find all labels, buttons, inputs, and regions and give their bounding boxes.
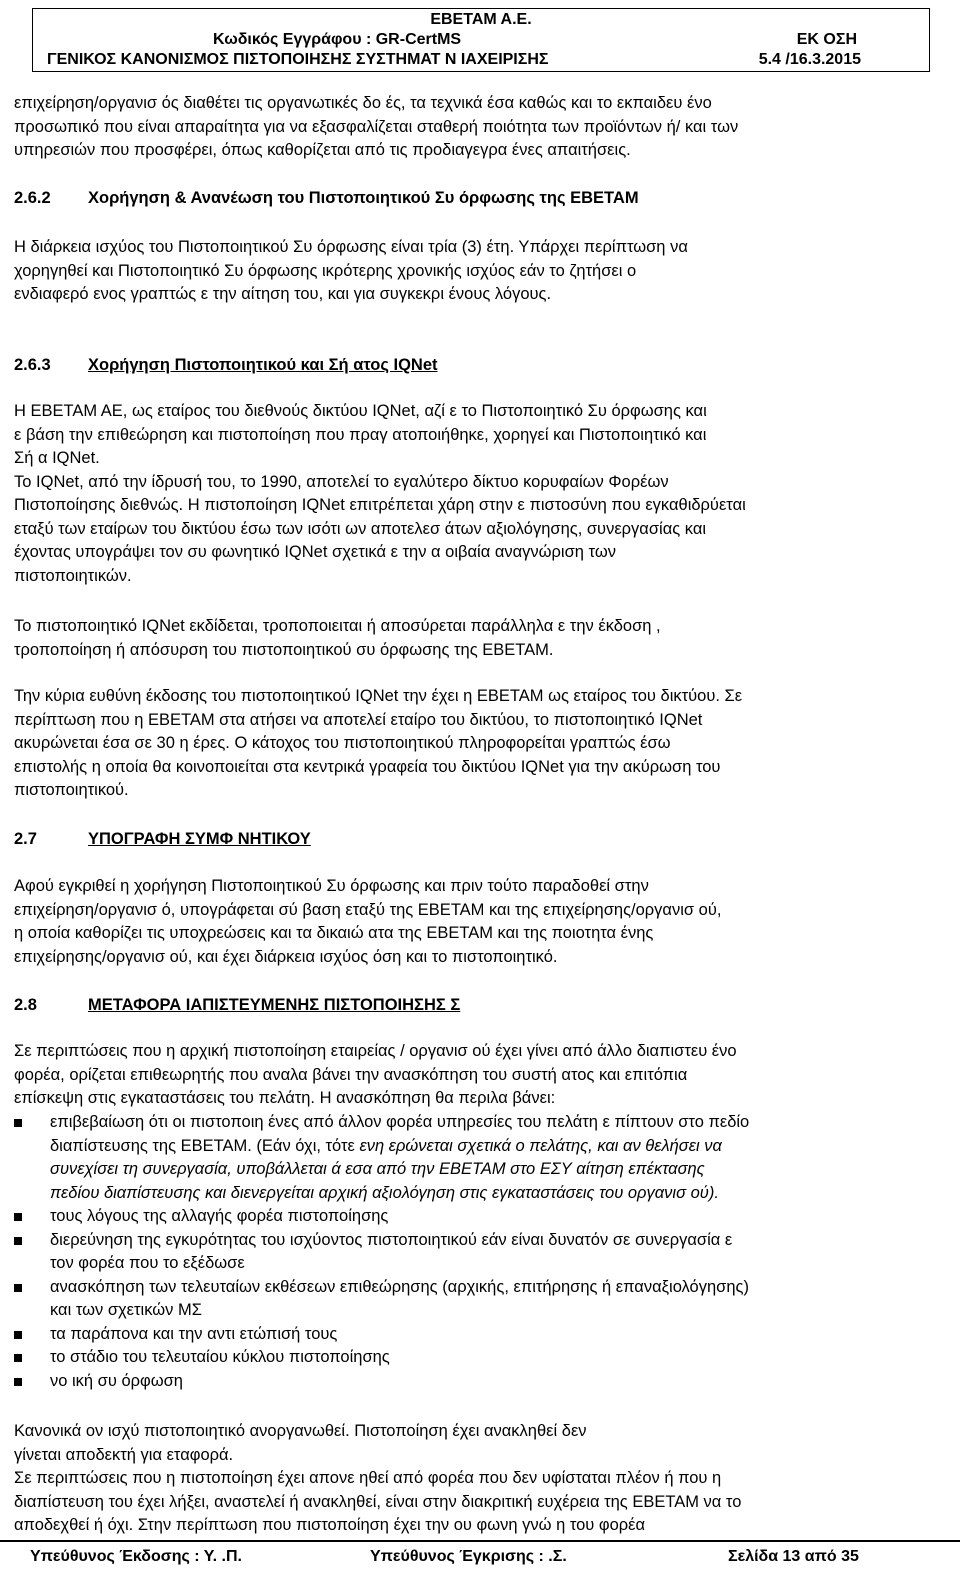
section-2-6-3-paragraph-1: Η ΕΒΕΤΑΜ ΑΕ, ως εταίρος του διεθνούς δικτύου IQNet, αζί ε το Πιστοποιητικό Συ όρφωσης και ε βάση την επιθεώρηση και πιστοποίηση που πραγ ατοποιήθηκε, χορηγεί και Πιστοποιητικό και Σή α IQNet. Το IQNet, από την ίδρυσή του, το 1990, αποτελεί το εγαλύτερο δίκτυο κορυφαίων Φορέων Πιστοποίησης διεθνώς. Η πιστοποίηση IQNet επιτρέπεται χάρη στην ε πιστοσύνη που εγκαθιδρύεται εταξύ των εταίρων του δικτύου έσω των ισότι ων αποτελεσ άτων αξιολόγησης, συνεργασίας και έχοντας υπογράψει τον συ φωνητικό IQNet σχετικά ε την α οιβαία αναγνώριση των πιστοποιητικών. [14, 402, 746, 585]
list-item: επιβεβαίωση ότι οι πιστοποιη ένες από άλλον φορέα υπηρεσίες του πελάτη ε πίπτουν στο πεδίο διαπίστευσης της ΕΒΕΤΑΜ. (Εάν όχι, τότε ενη ερώνεται σχετικά ο πελάτης, και αν θελήσει να συνεχίσει τη συνεργασία, υποβάλλεται ά εσα από την ΕΒΕΤΑΜ στο ΕΣΥ αίτηση επέκτασης πεδίου διαπίστευσης και διενεργείται αρχική αξιολόγηση στις εγκαταστάσεις του οργανισ ού). [14, 1111, 944, 1205]
section-2-7-text: Αφού εγκριθεί η χορήγηση Πιστοποιητικού Συ όρφωσης και πριν τούτο παραδοθεί στην επιχείρηση/οργανισ ό, υπογράφεται σύ βαση εταξύ της ΕΒΕΤΑΜ και της επιχείρησης/οργανισ ού, η οποία καθορίζει τις υποχρεώσεις και τα δικαιώ ατα της ΕΒΕΤΑΜ και της ποιοτητα ένης επιχείρησης/οργανισ ού, και έχει διάρκεια ισχύος όση και το πιστοποιητικό. [14, 877, 722, 966]
footer-page-number: Σελίδα 13 από 35 [728, 1548, 859, 1565]
bullet-square-icon [14, 1237, 22, 1245]
company-name: ΕΒΕΤΑΜ Α.Ε. [430, 11, 532, 28]
bullet-square-icon [14, 1119, 22, 1127]
bullet-square-icon [14, 1378, 22, 1386]
bullet-square-icon [14, 1284, 22, 1292]
footer-approver: Υπεύθυνος Έγκρισης : .Σ. [370, 1548, 567, 1565]
footer-issuer: Υπεύθυνος Έκδοσης : Υ. .Π. [30, 1548, 242, 1565]
section-2-8-text: Σε περιπτώσεις που η αρχική πιστοποίηση εταιρείας / οργανισ ού έχει γίνει από άλλο διαπιστευ ένο φορέα, ορίζεται επιθεωρητής που αναλα βάνει την ανασκόπηση του συστή ατος και επιτόπια επίσκεψη στις εγκαταστάσεις του πελάτη. Η ανασκόπηση θα περιλα βάνει: [14, 1042, 737, 1107]
section-2-8-bullet-list [14, 1111, 944, 1393]
doc-code: Κωδικός Εγγράφου : GR-CertMS [213, 31, 462, 48]
section-2-8-after-paragraph-1: Κανονικά ον ισχύ πιστοποιητικό ανοργανωθεί. Πιστοποίηση έχει ανακληθεί δεν γίνεται αποδεκτή για εταφορά. [14, 1422, 587, 1464]
section-2-6-3-paragraph-2: Το πιστοποιητικό IQNet εκδίδεται, τροποποιειται ή αποσύρεται παράλληλα ε την έκδοση , τροποποίηση ή απόσυρση του πιστοποιητικού συ όρφωσης της ΕΒΕΤΑΜ. [14, 617, 661, 659]
intro-paragraph: επιχείρηση/οργανισ ός διαθέτει τις οργανωτικές δο ές, τα τεχνικά έσα καθώς και το εκπαιδευ ένο προσωπικό που είναι απαραίτητα για να εξασφαλίζεται σταθερή ποιότητα των προϊόντων ή/ και των υπηρεσιών που προσφέρει, όπως καθορίζεται από τις προδιαγεγρα ένες απαιτήσεις. [14, 94, 739, 159]
bullet-square-icon [14, 1331, 22, 1339]
list-item: το στάδιο του τελευταίου κύκλου πιστοποίησης [14, 1346, 944, 1370]
section-2-6-2-text: Η διάρκεια ισχύος του Πιστοποιητικού Συ όρφωσης είναι τρία (3) έτη. Υπάρχει περίπτωση να χορηγηθεί και Πιστοποιητικό Συ όρφωσης ικρότερης χρονικής ισχύος εάν το ζητήσει ο ενδιαφερό ενος γραπτώς ε την αίτηση του, και για συγκεκρι ένους λόγους. [14, 238, 688, 303]
bullet-square-icon [14, 1213, 22, 1221]
section-2-6-2-heading: 2.6.2 Χορήγηση & Ανανέωση του Πιστοποιητικού Συ όρφωσης της ΕΒΕΤΑΜ [14, 189, 639, 207]
bullet-square-icon [14, 1354, 22, 1362]
list-item: διερεύνηση της εγκυρότητας του ισχύοντος πιστοποιητικού εάν είναι δυνατόν σε συνεργασία ε τον φορέα που το εξέδωσε [14, 1229, 944, 1276]
doc-title: ΓΕΝΙΚΟΣ ΚΑΝΟΝΙΣΜΟΣ ΠΙΣΤΟΠΟΙΗΣΗΣ ΣΥΣΤΗΜΑΤ Ν ΙΑΧΕΙΡΙΣΗΣ [47, 51, 549, 68]
list-item: τα παράπονα και την αντι ετώπισή τους [14, 1323, 944, 1347]
section-2-6-3-paragraph-3: Την κύρια ευθύνη έκδοσης του πιστοποιητικού IQNet την έχει η ΕΒΕΤΑΜ ως εταίρος του δικτύου. Σε περίπτωση που η ΕΒΕΤΑΜ στα ατήσει να αποτελεί εταίρο του δικτύου, το πιστοποιητικό IQNet ακυρώνεται έσα σε 30 η έρες. Ο κάτοχος του πιστοποιητικού πληροφορείται γραπτώς έσω επιστολής η οποία θα κοινοποιείται στα κεντρικά γραφεία του δικτύου IQNet για την ακύρωση του πιστοποιητικού. [14, 687, 743, 799]
section-2-8-heading: 2.8 ΜΕΤΑΦΟΡΑ ΙΑΠΙΣΤΕΥΜΕΝΗΣ ΠΙΣΤΟΠΟΙΗΣΗΣ Σ [14, 996, 461, 1014]
document-footer [0, 1540, 960, 1573]
list-item: ανασκόπηση των τελευταίων εκθέσεων επιθεώρησης (αρχικής, επιτήρησης ή επαναξιολόγησης) και των σχετικών ΜΣ [14, 1276, 944, 1323]
section-2-7-heading: 2.7 ΥΠΟΓΡΑΦΗ ΣΥΜΦ ΝΗΤΙΚΟΥ [14, 830, 311, 848]
list-item: νο ική συ όρφωση [14, 1370, 944, 1394]
section-2-6-3-heading: 2.6.3 Χορήγηση Πιστοποιητικού και Σή ατος IQNet [14, 356, 438, 374]
list-item: τους λόγους της αλλαγής φορέα πιστοποίησης [14, 1205, 944, 1229]
doc-type: ΕΚ ΟΣΗ [796, 31, 857, 48]
doc-version: 5.4 /16.3.2015 [758, 51, 861, 68]
section-2-8-after-paragraph-2: Σε περιπτώσεις που η πιστοποίηση έχει απονε ηθεί από φορέα που δεν υφίσταται πλέον ή που η διαπίστευση του έχει λήξει, αναστελεί ή ανακληθεί, είναι στην διακριτική ευχέρεια της ΕΒΕΤΑΜ να το αποδεχθεί ή όχι. Στην περίπτωση που πιστοποίηση έχει την ου φωνη γνώ η του φορέα [14, 1469, 742, 1534]
document-header [32, 8, 930, 72]
